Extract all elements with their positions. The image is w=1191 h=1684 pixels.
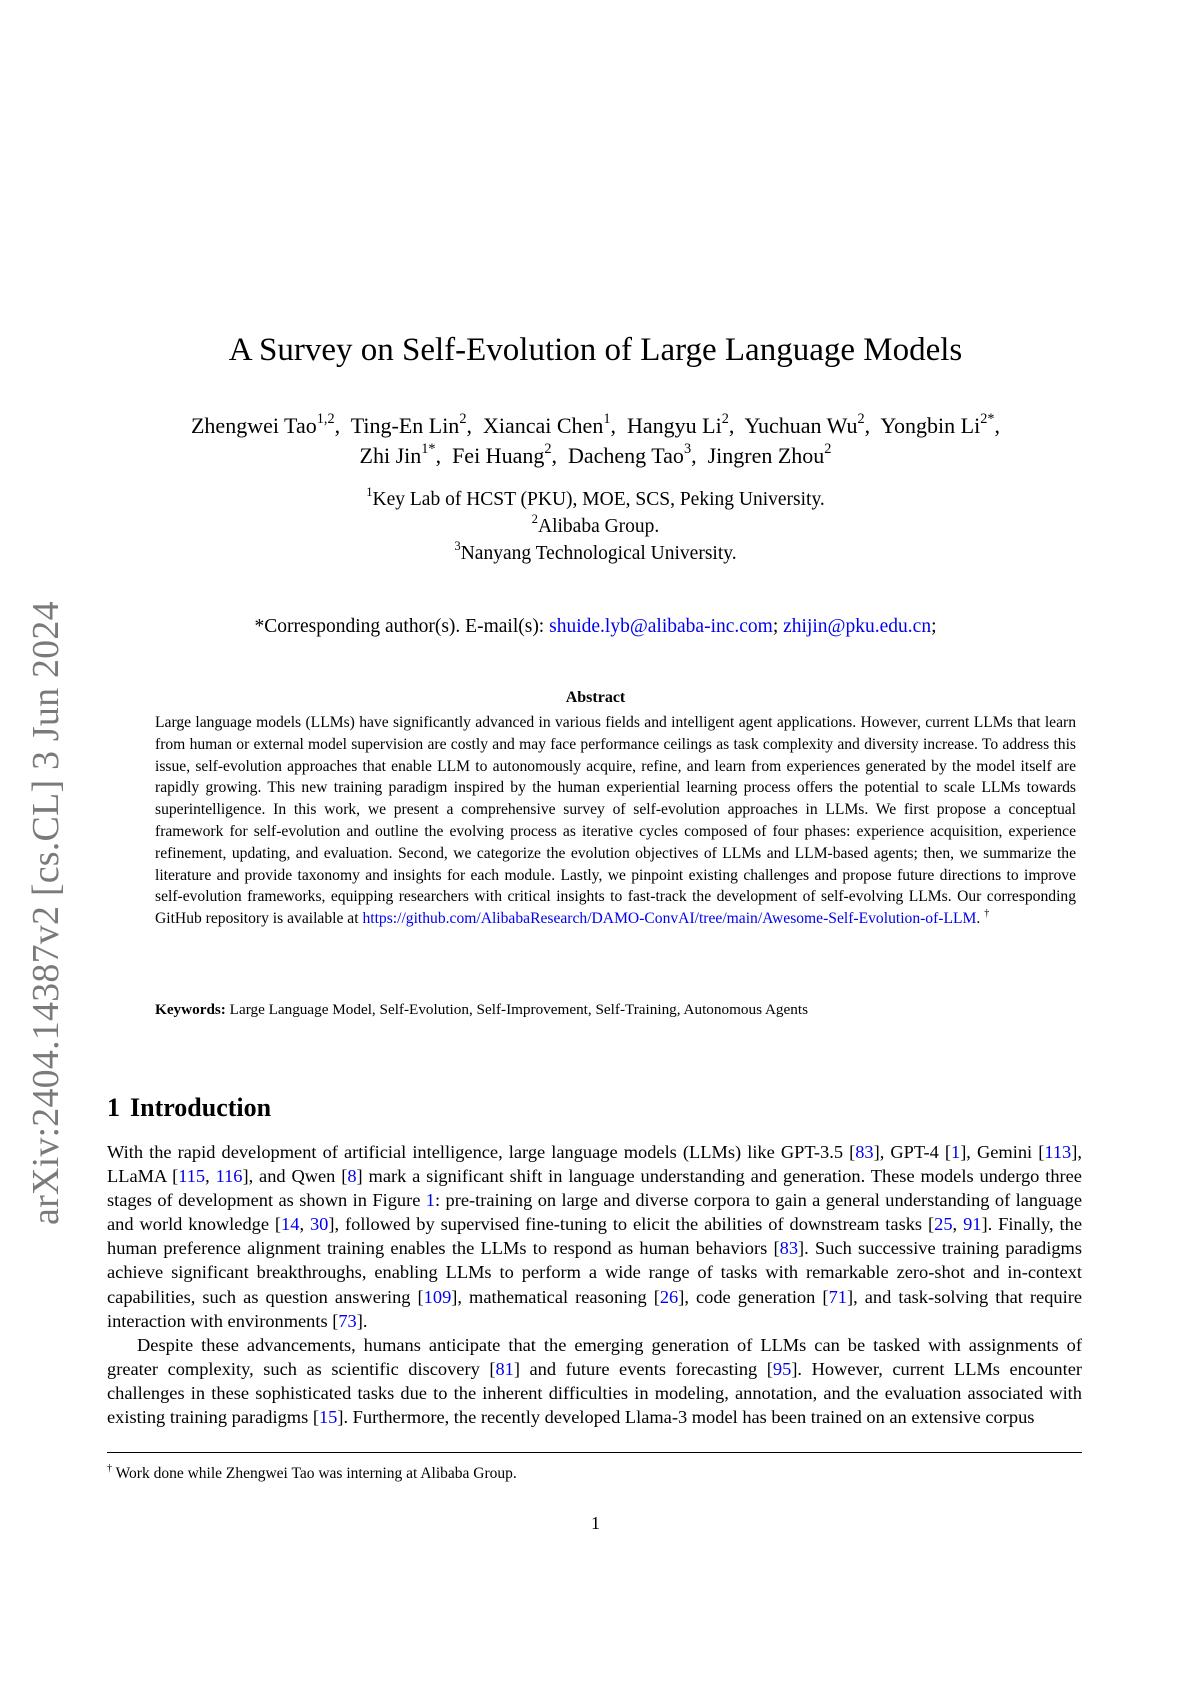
keywords-text: Large Language Model, Self-Evolution, Self-Improvement, Self-Training, Autonomous Agents xyxy=(229,1001,808,1018)
corresponding-label: *Corresponding author(s). E-mail(s): xyxy=(254,616,545,637)
corresponding-authors: *Corresponding author(s). E-mail(s): shuide.lyb@alibaba-inc.com; zhijin@pku.edu.cn; xyxy=(254,616,937,637)
section-title: Introduction xyxy=(130,1093,272,1122)
page-number: 1 xyxy=(591,1513,600,1533)
citation-link[interactable]: 71 xyxy=(828,1286,847,1307)
footnote-marker: † xyxy=(984,907,990,919)
author: Yongbin $Li^{2*}$ xyxy=(880,411,995,438)
author: Zhengwei Tao$^{1,2}$ xyxy=(190,411,335,438)
citation-link[interactable]: 109 xyxy=(423,1286,452,1307)
introduction-body xyxy=(107,1140,1082,1429)
affiliation-list xyxy=(0,486,1191,567)
keywords-label: Keywords: xyxy=(155,1001,226,1018)
author: Zhi Jin$^{1*}$ xyxy=(359,441,436,468)
author: Fei Huang$^2$ xyxy=(452,441,552,468)
citation-link[interactable]: 15 xyxy=(318,1407,338,1428)
citation-link[interactable]: 83 xyxy=(855,1142,874,1162)
abstract-heading: Abstract xyxy=(565,689,626,706)
keywords xyxy=(155,1000,1076,1020)
author: Xiancai Chen$^1$ xyxy=(482,411,611,438)
citation-link[interactable]: 26 xyxy=(659,1286,679,1307)
citation-link[interactable]: 116 xyxy=(215,1166,243,1187)
email-link[interactable]: zhijin@pku.edu.cn xyxy=(783,616,932,637)
author: Ting-En Lin$^2$ xyxy=(350,411,467,438)
affiliation: $^3$Nanyang Technological University. xyxy=(454,539,737,564)
citation-link[interactable]: 95 xyxy=(772,1358,792,1379)
footnote-divider xyxy=(107,1452,1082,1453)
citation-link[interactable]: 73 xyxy=(338,1310,357,1331)
citation-link[interactable]: 81 xyxy=(495,1358,514,1379)
footnote xyxy=(107,1464,1082,1484)
paragraph: With the rapid development of artificial intelligence, large language models (LLMs) like GPT-3.5 [83], GPT-4 [1], Gemini [113], LLaMA [115, 116], and Qwen [8] mark a significant shift in language understanding and generation. These models undergo three stages of development as shown in Figure 1: pre-training on large and diverse corpora to gain a general understanding of language and world knowledge [14, 30], followed by supervised fine-tuning to elicit the abilities of downstream tasks [25, 91]. Finally, the human preference alignment training enables the LLMs to respond as human behaviors [83]. Such successive training paradigms achieve significant breakthroughs, enabling LLMs to perform a wide range of tasks with remarkable zero-shot and in-context capabilities, such as question answering [109], mathematical reasoning [26], code generation [71], and task-solving that require interaction with environments [73]. xyxy=(107,1142,1082,1331)
author-list: Zhengwei Tao$^{1,2}$, Ting-En Lin$^2$, Xiancai Chen$^1$, Hangyu Li$^2$, Yuchuan Wu$^2$, Yongbin $Li^{2*}$, Zhi Jin$^{1*}$, Fei Huang$^2$, Dacheng Tao$^3$, Jingren Zhou$^2$ xyxy=(190,411,1000,468)
author: Yuchuan Wu$^2$ xyxy=(744,411,865,438)
author: Jingren Zhou$^2$ xyxy=(707,441,832,468)
email-link[interactable]: shuide.lyb@alibaba-inc.com xyxy=(549,616,773,637)
citation-link[interactable]: 83 xyxy=(779,1238,799,1259)
author: Hangyu Li$^2$ xyxy=(626,411,729,438)
affiliation: $^1$Key Lab of HCST (PKU), MOE, SCS, Peking University. xyxy=(366,485,825,510)
citation-link[interactable]: 91 xyxy=(963,1214,982,1235)
section-heading xyxy=(107,1092,271,1124)
citation-link[interactable]: 14 xyxy=(281,1214,300,1235)
footnote-text: Work done while Zhengwei Tao was interning at Alibaba Group. xyxy=(115,1465,517,1482)
citation-link[interactable]: 25 xyxy=(934,1214,953,1235)
citation-link[interactable]: 113 xyxy=(1044,1142,1072,1162)
arxiv-identifier: arXiv:2404.14387v2 [cs.CL] 3 Jun 2024 xyxy=(25,601,67,1225)
affiliation: $^2$Alibaba Group. xyxy=(531,512,660,537)
github-link[interactable]: https://github.com/AlibabaResearch/DAMO-ConvAI/tree/main/Awesome-Self-Evolution-of-LLM xyxy=(362,910,977,928)
citation-link[interactable]: 1 xyxy=(950,1142,961,1162)
abstract-text: Large language models (LLMs) have significantly advanced in various fields and intelligent agent applications. However, current LLMs that learn from human or external model supervision are costly and may face performance ceilings as task complexity and diversity increase. To address this issue, self-evolution approaches that enable LLM to autonomously acquire, refine, and learn from experiences generated by the model itself are rapidly growing. This new training paradigm inspired by the human experiential learning process offers the potential to scale LLMs towards superintelligence. In this work, we present a comprehensive survey of self-evolution approaches in LLMs. We first propose a conceptual framework for self-evolution and outline the evolving process as iterative cycles composed of four phases: experience acquisition, experience refinement, updating, and evaluation. Second, we categorize the evolution objectives of LLMs and LLM-based agents; then, we summarize the literature and provide taxonomy and insights for each module. Lastly, we pinpoint existing challenges and propose future directions to improve self-evolution frameworks, equipping researchers with critical insights to fast-track the development of self-evolving LLMs. Our corresponding GitHub repository is available at https://github.com/AlibabaResearch/DAMO-ConvAI/tree/main/Awesome-Self-Evolution-of-LLM. † xyxy=(155,714,1076,928)
section-number: 1 xyxy=(107,1093,120,1122)
author: Dacheng Tao$^3$ xyxy=(567,441,692,468)
paragraph: Despite these advancements, humans anticipate that the emerging generation of LLMs can be tasked with assignments of greater complexity, such as scientific discovery [81] and future events forecasting [95]. However, current LLMs encounter challenges in these sophisticated tasks due to the inherent difficulties in modeling, annotation, and the evaluation associated with existing training paradigms [15]. Furthermore, the recently developed Llama-3 model has been trained on an extensive corpus xyxy=(107,1334,1082,1428)
citation-link[interactable]: 30 xyxy=(309,1214,329,1235)
figure-link[interactable]: 1 xyxy=(425,1190,435,1211)
citation-link[interactable]: 115 xyxy=(178,1166,206,1187)
paper-title: A Survey on Self-Evolution of Large Language Models xyxy=(228,332,963,368)
footnote-mark: † xyxy=(107,1462,113,1474)
citation-link[interactable]: 8 xyxy=(347,1166,357,1187)
